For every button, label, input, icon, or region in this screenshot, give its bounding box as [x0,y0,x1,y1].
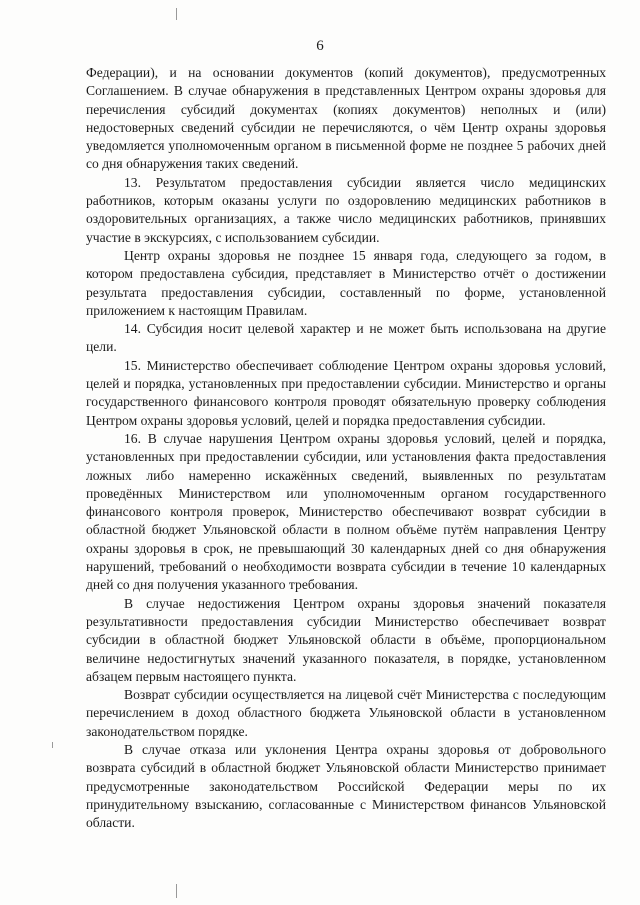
document-body [86,64,606,832]
paragraph-report: Центр охраны здоровья не позднее 15 января года, следующего за годом, в котором предоставлена субсидия, представляет в Министерство отчёт о достижении результата предоставления субсидии, составленный по форме, установленной приложением к настоящим Правилам. [86,247,606,318]
paragraph-refusal: В случае отказа или уклонения Центра охраны здоровья от добровольного возврата субсидий в областной бюджет Ульяновской области Министерство принимает предусмотренные законодательством Российской Федерации меры по их принудительному взысканию, согласованные с Министерством финансов Ульяновской области. [86,741,606,831]
paragraph-13: 13. Результатом предоставления субсидии является число медицинских работников, которым оказаны услуги по оздоровлению медицинских работников в оздоровительных организациях, а также число медицинских работников, принявших участие в экскурсиях, с использованием субсидии. [86,174,606,245]
scan-mark [52,742,53,748]
scan-mark [176,884,177,898]
paragraph-14: 14. Субсидия носит целевой характер и не может быть использована на другие цели. [86,321,606,355]
scan-mark [176,8,177,20]
paragraph-continuation: Федерации), и на основании документов (копий документов), предусмотренных Соглашением. В случае обнаружения в представленных Центром охраны здоровья для перечисления субсидий документах (копиях документов) неполных и (или) недостоверных сведений субсидии не перечисляются, о чём Центр охраны здоровья уведомляется уполномоченным органом в письменной форме не позднее 5 рабочих дней со дня обнаружения таких сведений. [86,65,606,172]
paragraph-refund: Возврат субсидии осуществляется на лицевой счёт Министерства с последующим перечислением в доход областного бюджета Ульяновской области в установленном законодательством порядке. [86,687,606,739]
paragraph-shortfall: В случае недостижения Центром охраны здоровья значений показателя результативности предоставления субсидии Министерство обеспечивает возврат субсидии в областной бюджет Ульяновской области в объёме, пропорциональном величине недостигнутых значений указанного показателя, в порядке, установленном абзацем первым настоящего пункта. [86,595,606,684]
paragraph-15: 15. Министерство обеспечивает соблюдение Центром охраны здоровья условий, целей и порядка, установленных при предоставлении субсидии. Министерство и органы государственного финансового контроля проводят обязательную проверку соблюдения Центром охраны здоровья условий, целей и порядка предоставления субсидии. [86,357,606,428]
page-number: 6 [316,38,324,54]
paragraph-16: 16. В случае нарушения Центром охраны здоровья условий, целей и порядка, установленных при предоставлении субсидии, или установления факта предоставления ложных либо намеренно искажённых сведений, выявленных по результатам проведённых Министерством или уполномоченным органом государственного финансового контроля проверок, Министерство обеспечивают возврат субсидии в областной бюджет Ульяновской области в полном объёме путём направления Центру охраны здоровья в срок, не превышающий 30 календарных дней со дня обнаружения нарушений, требований о необходимости возврата субсидии в течение 10 календарных дней со дня получения указанного требования. [86,430,606,593]
